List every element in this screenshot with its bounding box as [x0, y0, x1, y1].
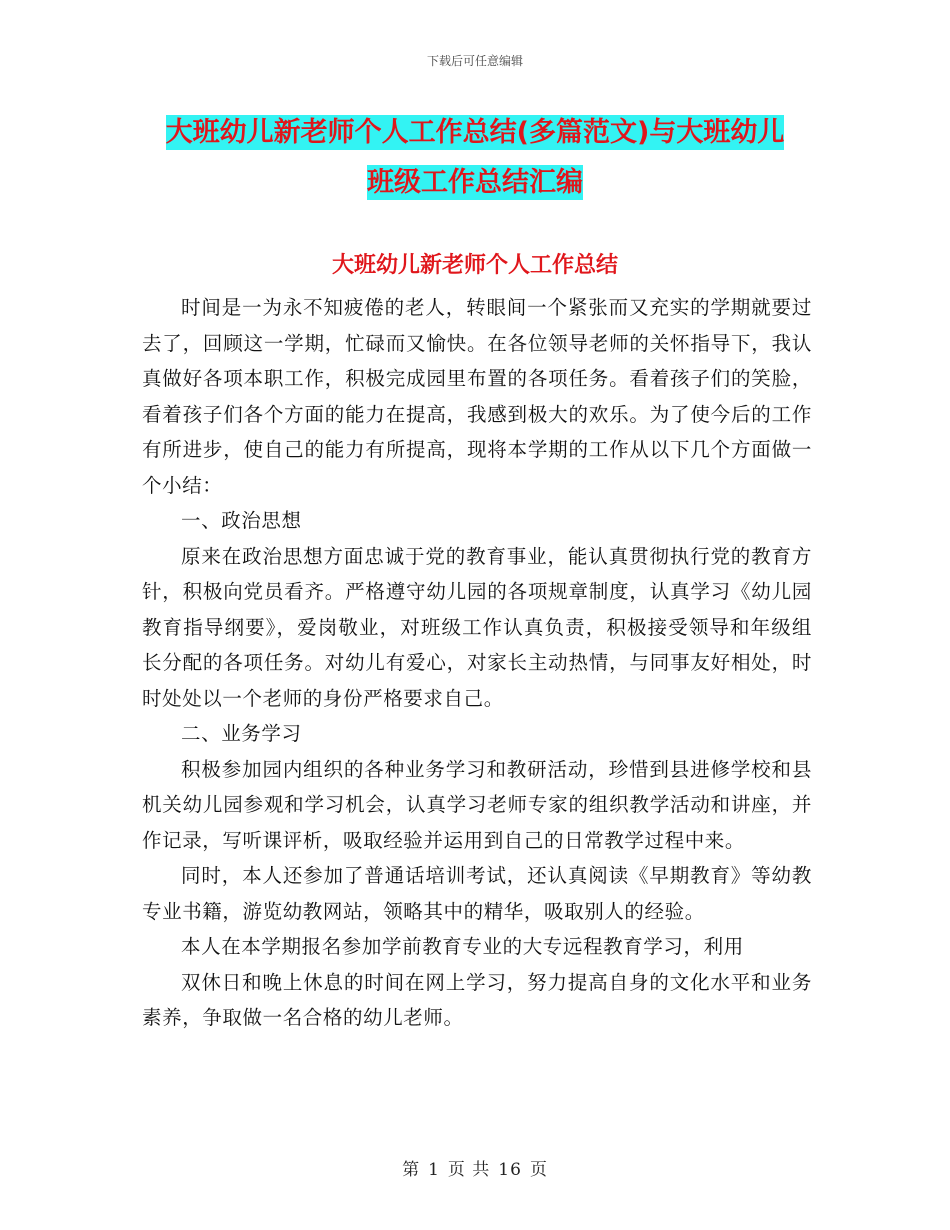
document-title: [140, 108, 810, 208]
footer-prefix: 第: [402, 1160, 421, 1180]
heading-business-study: 二、业务学习: [181, 722, 302, 745]
paragraph-training: 同时，本人还参加了普通话培训考试，还认真阅读《早期教育》等幼教专业书籍，游览幼教网站，领略其中的精华，吸取别人的经验。: [142, 864, 812, 923]
page-footer: [0, 1155, 950, 1180]
footer-page-number: 1: [428, 1160, 440, 1180]
paragraph-political: 原来在政治思想方面忠诚于党的教育事业，能认真贯彻执行党的教育方针，积极向党员看齐。严格遵守幼儿园的各项规章制度，认真学习《幼儿园教育指导纲要》，爱岗敬业，对班级工作认真负责，积极接受领导和年级组长分配的各项任务。对幼儿有爱心，对家长主动热情，与同事友好相处，时时处处以一个老师的身份严格要求自己。: [142, 544, 812, 710]
heading-political: 一、政治思想: [181, 509, 302, 532]
document-title-line1: 大班幼儿新老师个人工作总结(多篇范文)与大班幼儿: [165, 117, 785, 148]
paragraph-business-study: 积极参加园内组织的各种业务学习和教研活动，珍惜到县进修学校和县机关幼儿园参观和学习机会，认真学习老师专家的组织教学活动和讲座，并作记录，写听课评析，吸取经验并运用到自己的日常教学过程中来。: [142, 757, 812, 852]
paragraph-distance-learning-cont: 双休日和晚上休息的时间在网上学习，努力提高自身的文化水平和业务素养，争取做一名合格的幼儿老师。: [142, 970, 812, 1029]
page-header-note: 下载后可任意编辑: [426, 54, 523, 68]
paragraph-distance-learning: 本人在本学期报名参加学前教育专业的大专远程教育学习，利用: [181, 935, 744, 958]
footer-mid: 页 共: [447, 1160, 491, 1180]
section-title: 大班幼儿新老师个人工作总结: [331, 253, 618, 278]
document-body: [142, 290, 812, 1036]
footer-suffix: 页: [529, 1160, 548, 1180]
footer-total-pages: 16: [498, 1160, 522, 1180]
paragraph-intro: 时间是一为永不知疲倦的老人，转眼间一个紧张而又充实的学期就要过去了，回顾这一学期，忙碌而又愉快。在各位领导老师的关怀指导下，我认真做好各项本职工作，积极完成园里布置的各项任务。看着孩子们的笑脸，看着孩子们各个方面的能力在提高，我感到极大的欢乐。为了使今后的工作有所进步，使自己的能力有所提高，现将本学期的工作从以下几个方面做一个小结：: [142, 296, 812, 497]
document-title-line2: 班级工作总结汇编: [367, 167, 583, 198]
